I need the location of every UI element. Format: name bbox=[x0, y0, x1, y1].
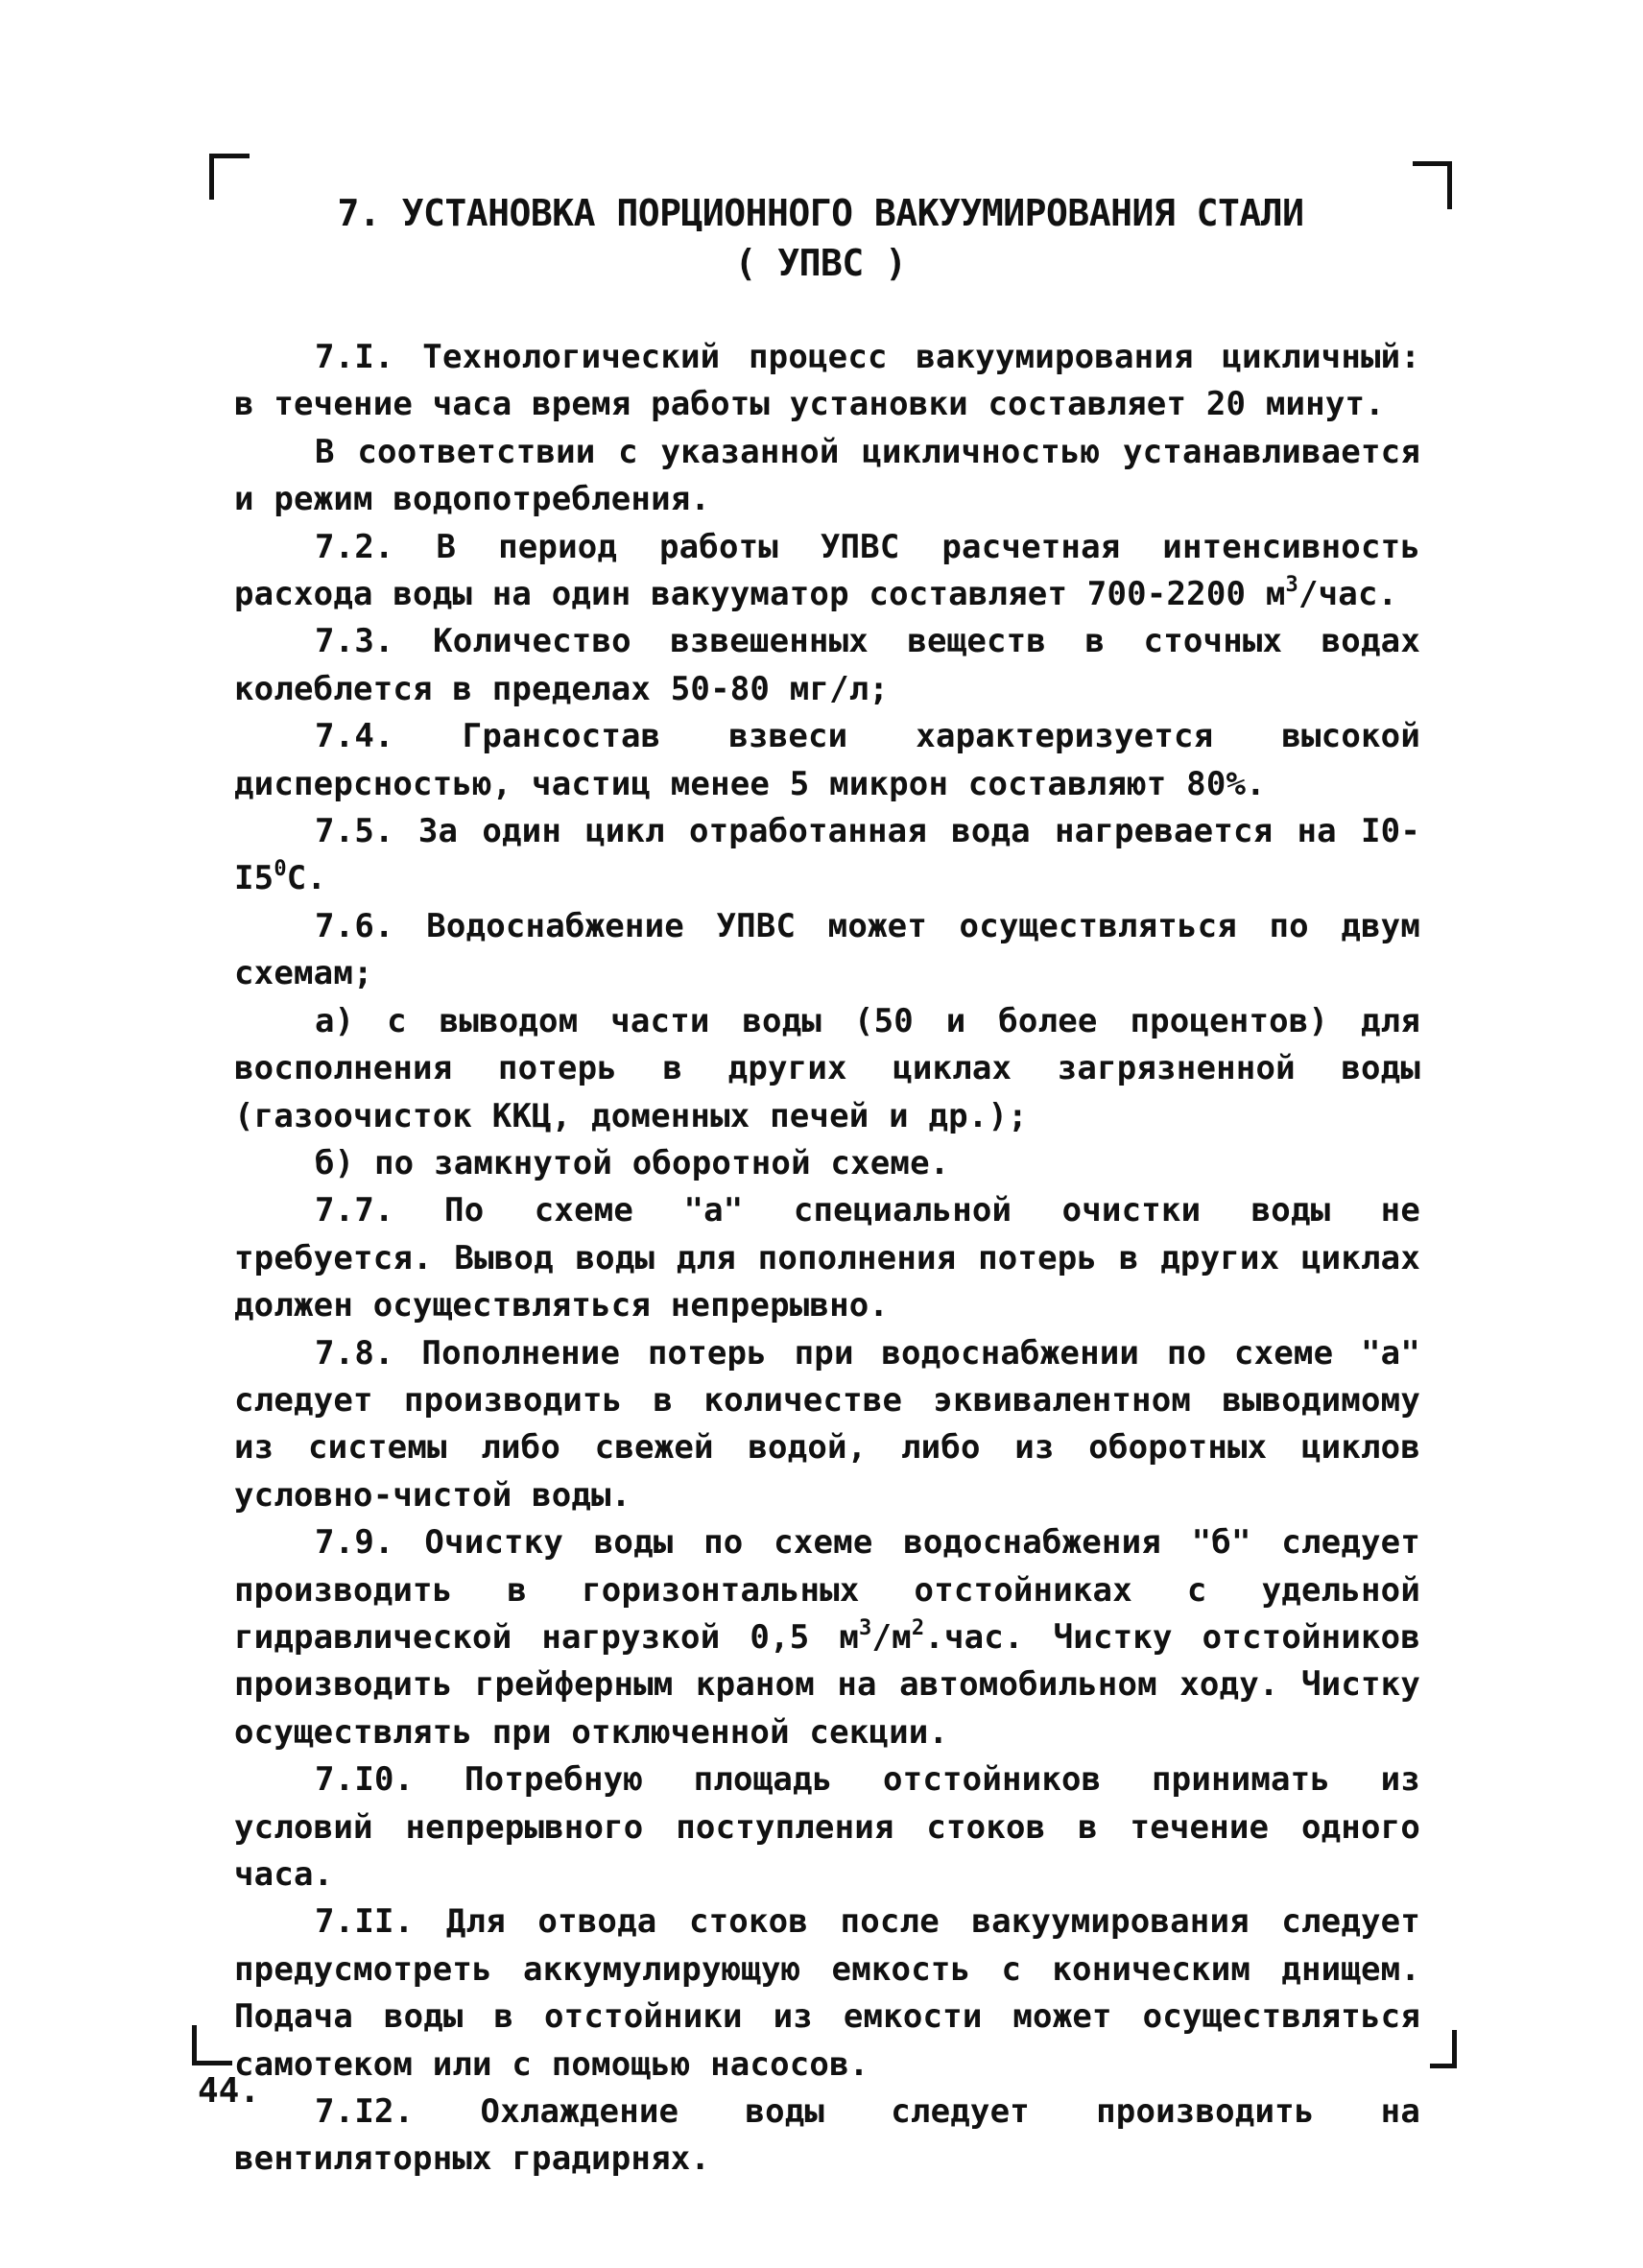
corner-mark-bottom-right-h bbox=[1430, 2064, 1455, 2068]
paragraph-7-2-tail: /час. bbox=[1298, 575, 1398, 614]
paragraph-7-5-tail: С. bbox=[286, 859, 327, 898]
corner-mark-top-right bbox=[1447, 161, 1452, 209]
corner-mark-top-left-h bbox=[209, 154, 250, 158]
superscript: 3 bbox=[1285, 573, 1298, 598]
paragraph-7-1-cont: В соответствии с указанной цикличностью устанавливается и режим водопотребления. bbox=[234, 432, 1420, 519]
corner-mark-top-right-h bbox=[1413, 161, 1452, 166]
page-number: 44. bbox=[198, 2071, 261, 2111]
paragraph-7-2-text: 7.2. В период работы УПВС расчетная интенсивность расхода воды на один вакууматор составляет 700-2200 м bbox=[234, 527, 1420, 614]
paragraph-7-12: 7.I2. Охлаждение воды следует производить на вентиляторных градирнях. bbox=[234, 2092, 1420, 2179]
corner-mark-bottom-right bbox=[1452, 2030, 1457, 2068]
superscript: 2 bbox=[911, 1615, 925, 1640]
paragraph-7-10: 7.I0. Потребную площадь отстойников принимать из условий непрерывного поступления стоков в течение одного часа. bbox=[234, 1760, 1420, 1894]
superscript: 3 bbox=[859, 1615, 872, 1640]
paragraph-7-7: 7.7. По схеме "а" специальной очистки воды не требуется. Вывод воды для пополнения потерь в других циклах должен осуществляться непрерывно. bbox=[234, 1191, 1420, 1325]
paragraph-7-9-tail: .час. Чистку отстойников производить грейферным краном на автомобильном ходу. Чистку осуществлять при отключенной секции. bbox=[234, 1617, 1421, 1752]
paragraph-7-11: 7.II. Для отвода стоков после вакуумирования следует предусмотреть аккумулирующую емкость с коническим днищем. Подача воды в отстойники из емкости может осуществляться самотеком или с помощью насосов. bbox=[234, 1902, 1420, 2084]
corner-mark-top-left bbox=[209, 154, 214, 200]
paragraph-7-9 bbox=[234, 1519, 1420, 1756]
list-item-b: б) по замкнутой оборотной схеме. bbox=[315, 1143, 950, 1182]
paragraph-7-9-text: 7.9. Очистку воды по схеме водоснабжения "б" следует производить в горизонтальных отстойниках с удельной гидравлической нагрузкой 0,5 м bbox=[234, 1523, 1420, 1657]
superscript: 0 bbox=[274, 857, 287, 882]
paragraph-7-3: 7.3. Количество взвешенных веществ в сточных водах колеблется в пределах 50-80 мг/л; bbox=[234, 622, 1420, 708]
paragraph-7-6: 7.6. Водоснабжение УПВС может осуществляться по двум схемам; bbox=[234, 906, 1420, 993]
list-item-a: а) с выводом части воды (50 и более процентов) для восполнения потерь в других циклах загрязненной воды (газоочисток ККЦ, доменных печей и др.); bbox=[234, 1001, 1420, 1135]
body-text bbox=[234, 334, 1420, 2184]
paragraph-7-8: 7.8. Пополнение потерь при водоснабжении по схеме "а" следует производить в количестве эквивалентном выводимому из системы либо свежей водой, либо из оборотных циклов условно-чистой воды. bbox=[234, 1333, 1420, 1515]
paragraph-7-4: 7.4. Грансостав взвеси характеризуется высокой дисперсностью, частиц менее 5 микрон составляют 80%. bbox=[234, 717, 1420, 803]
corner-mark-bottom-left bbox=[192, 2025, 197, 2065]
corner-mark-bottom-left-h bbox=[192, 2061, 232, 2065]
paragraph-7-1: 7.I. Технологический процесс вакуумирования цикличный: в течение часа время работы установки составляет 20 минут. bbox=[234, 338, 1420, 424]
paragraph-7-5-text: 7.5. За один цикл отработанная вода нагревается на I0-I5 bbox=[234, 812, 1420, 898]
paragraph-7-5 bbox=[234, 808, 1420, 903]
section-title: 7. УСТАНОВКА ПОРЦИОННОГО ВАКУУМИРОВАНИЯ СТАЛИ bbox=[337, 192, 1304, 234]
section-subtitle: ( УПВС ) bbox=[734, 242, 907, 284]
paragraph-7-9-unit: /м bbox=[871, 1617, 912, 1657]
paragraph-7-2 bbox=[234, 524, 1420, 619]
